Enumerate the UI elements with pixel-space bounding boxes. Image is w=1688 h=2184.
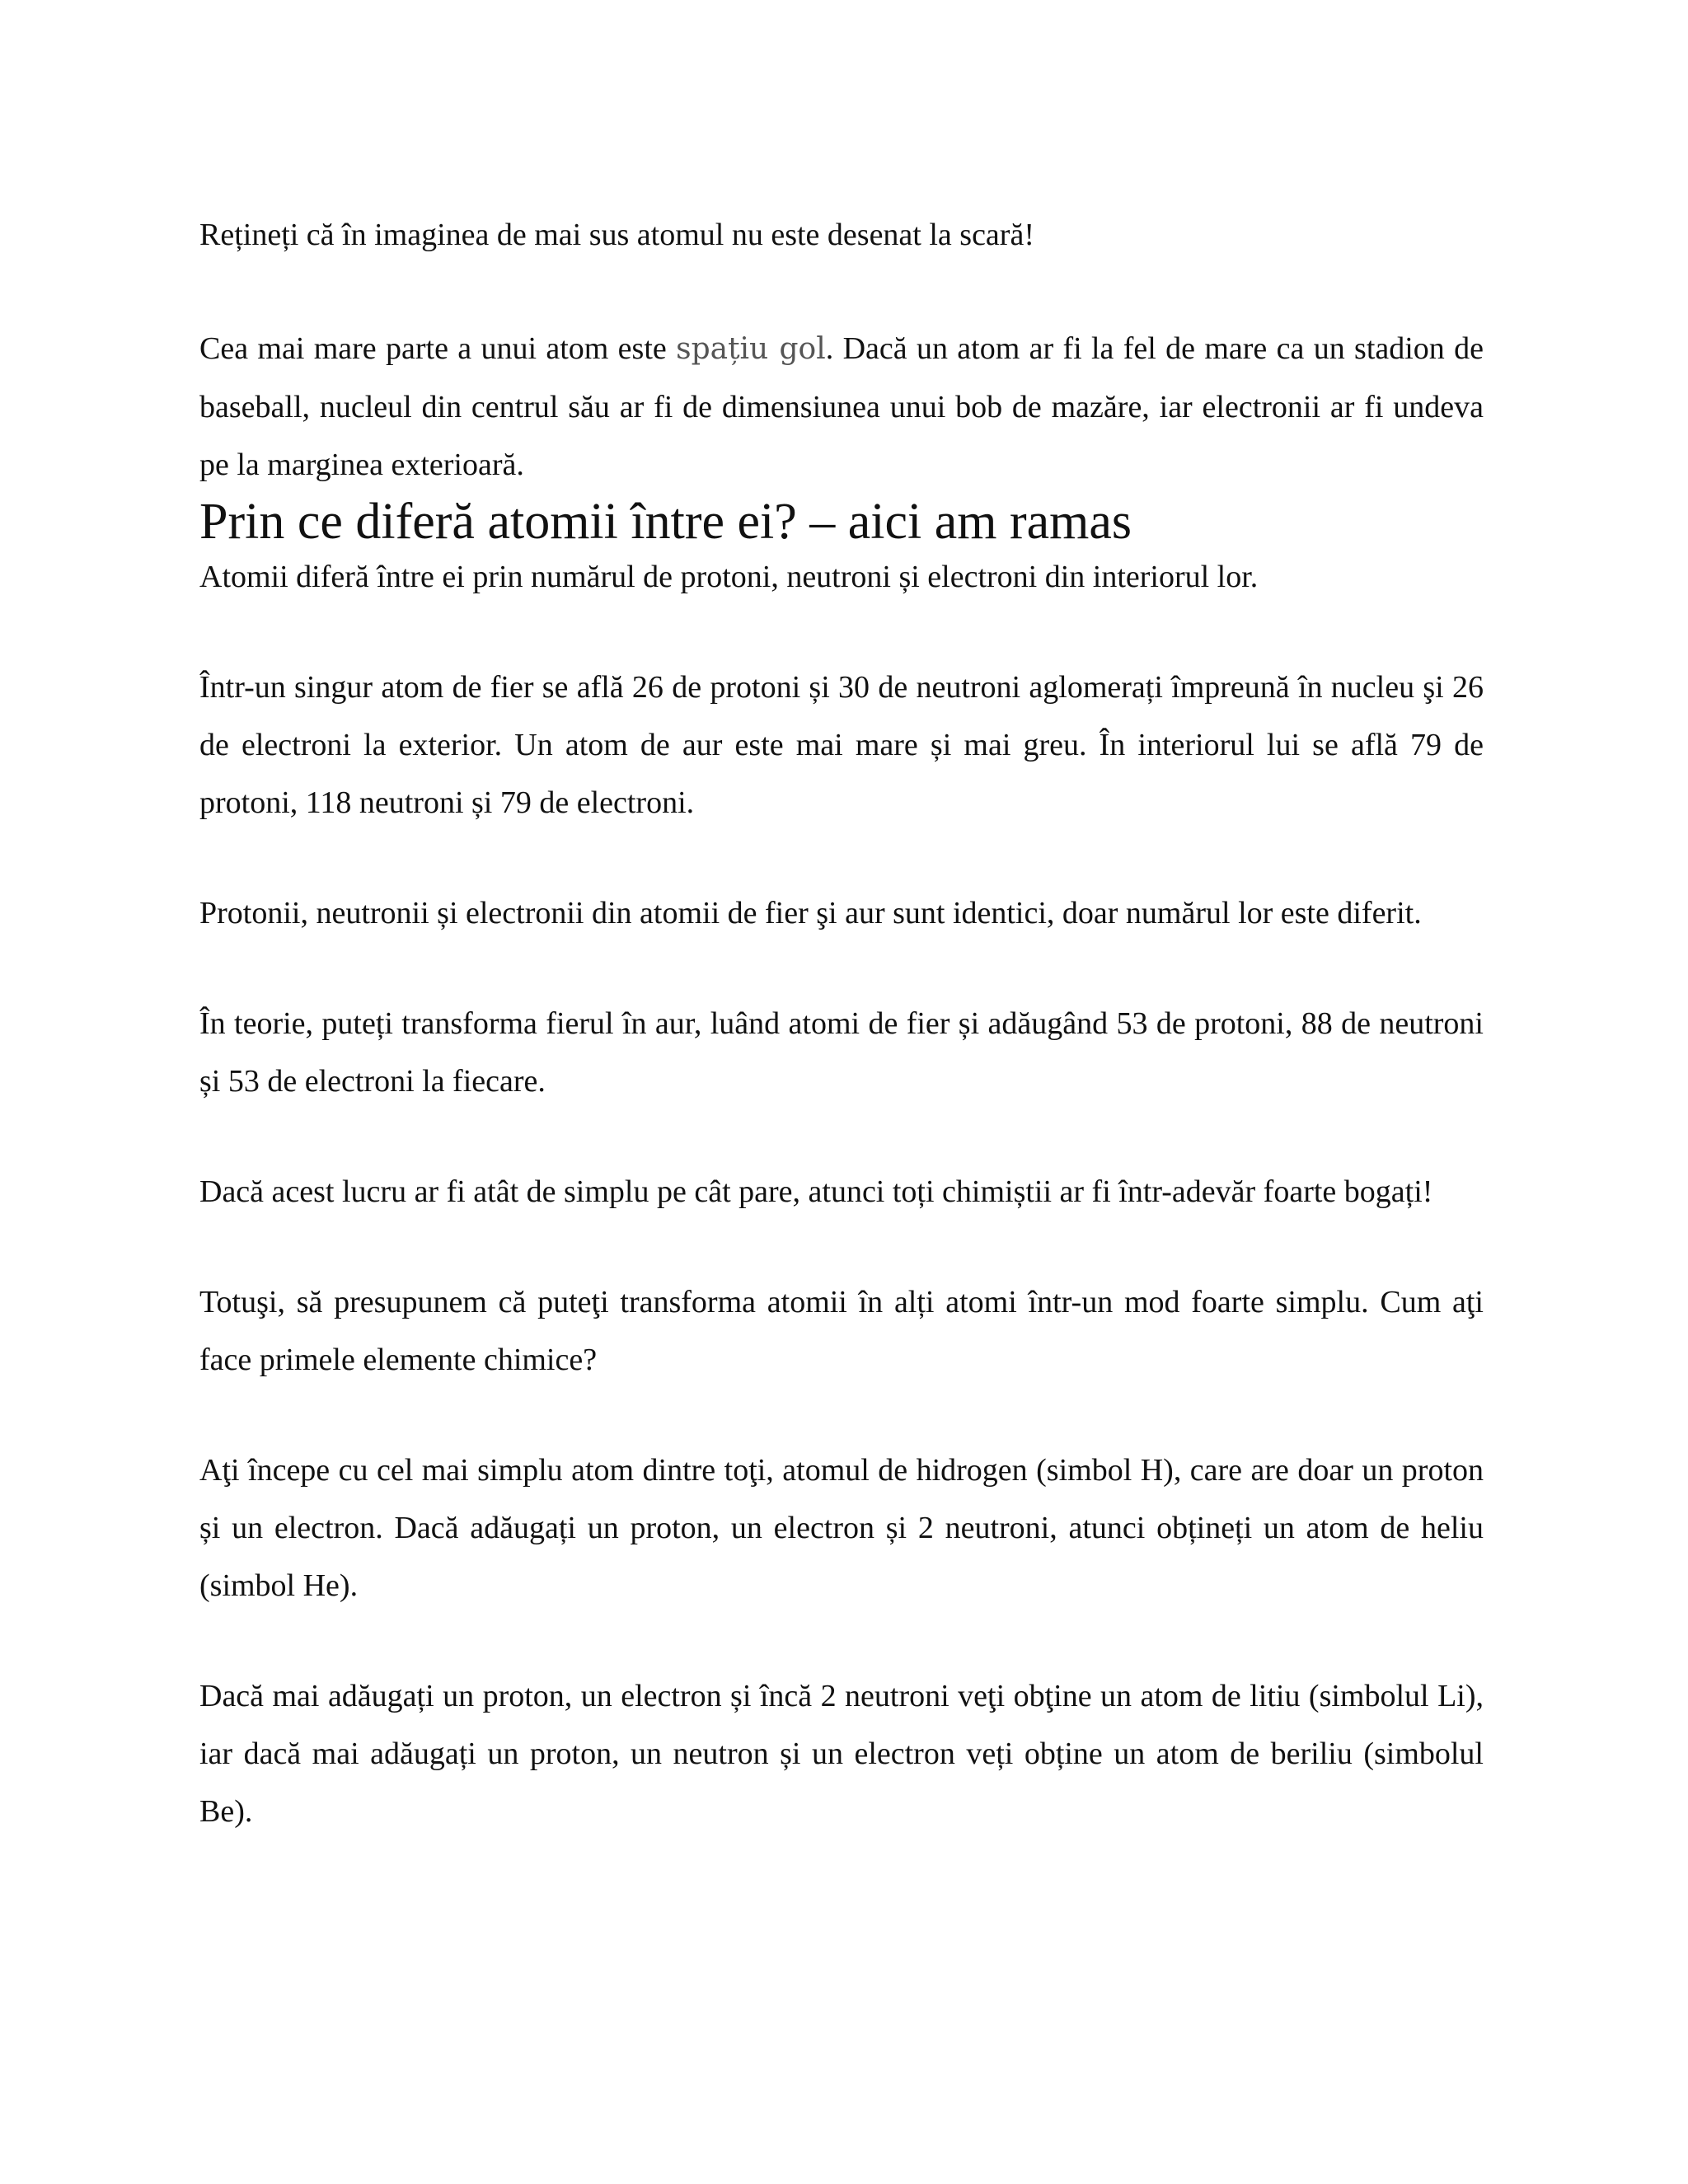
document-page bbox=[199, 206, 1484, 1840]
paragraph-transform-theory: În teorie, puteți transforma fierul în aur, luând atomi de fier și adăugând 53 de protoni, 88 de neutroni și 53 de electroni la fiecare. bbox=[199, 1006, 1484, 1099]
paragraph-lithium-beryllium: Dacă mai adăugați un proton, un electron și încă 2 neutroni veţi obţine un atom de litiu (simbolul Li), iar dacă mai adăugați un proton, un neutron și un electron veți obține un atom de beriliu (simbolul Be). bbox=[199, 1679, 1484, 1829]
empty-space-link[interactable]: spațiu gol bbox=[676, 332, 826, 366]
paragraph-atoms-differ: Atomii diferă între ei prin numărul de protoni, neutroni și electroni din interiorul lor. bbox=[199, 560, 1259, 594]
paragraph-empty-space bbox=[199, 320, 1484, 494]
paragraph-chemists-rich: Dacă acest lucru ar fi atât de simplu pe cât pare, atunci toți chimiștii ar fi într-adevăr foarte bogați! bbox=[199, 1174, 1433, 1209]
paragraph-hydrogen-helium: Aţi începe cu cel mai simplu atom dintre toţi, atomul de hidrogen (simbol H), care are doar un proton și un electron. Dacă adăugați un proton, un electron și 2 neutroni, atunci obțineți un atom de heliu (simbol He). bbox=[199, 1453, 1484, 1603]
section-heading: Prin ce diferă atomii între ei? – aici am ramas bbox=[199, 494, 1132, 550]
paragraph-first-elements: Totuşi, să presupunem că puteţi transforma atomii în alți atomi într-un mod foarte simplu. Cum aţi face primele elemente chimice? bbox=[199, 1285, 1484, 1377]
paragraph-identical-particles: Protonii, neutronii și electronii din atomii de fier şi aur sunt identici, doar numărul lor este diferit. bbox=[199, 896, 1422, 930]
paragraph-empty-space-start: Cea mai mare parte a unui atom este bbox=[199, 331, 677, 366]
paragraph-scale-note: Rețineți că în imaginea de mai sus atomul nu este desenat la scară! bbox=[199, 218, 1034, 252]
paragraph-empty-space-end: . Dacă un atom ar fi la fel de mare ca un stadion de baseball, nucleul din centrul său ar fi de dimensiunea unui bob de mazăre, iar electronii ar fi undeva pe la marginea exterioară. bbox=[199, 331, 1484, 482]
paragraph-iron-gold: Într-un singur atom de fier se află 26 de protoni și 30 de neutroni aglomerați împreună în nucleu şi 26 de electroni la exterior. Un atom de aur este mai mare și mai greu. În interiorul lui se află 79 de protoni, 118 neutroni și 79 de electroni. bbox=[199, 670, 1484, 820]
